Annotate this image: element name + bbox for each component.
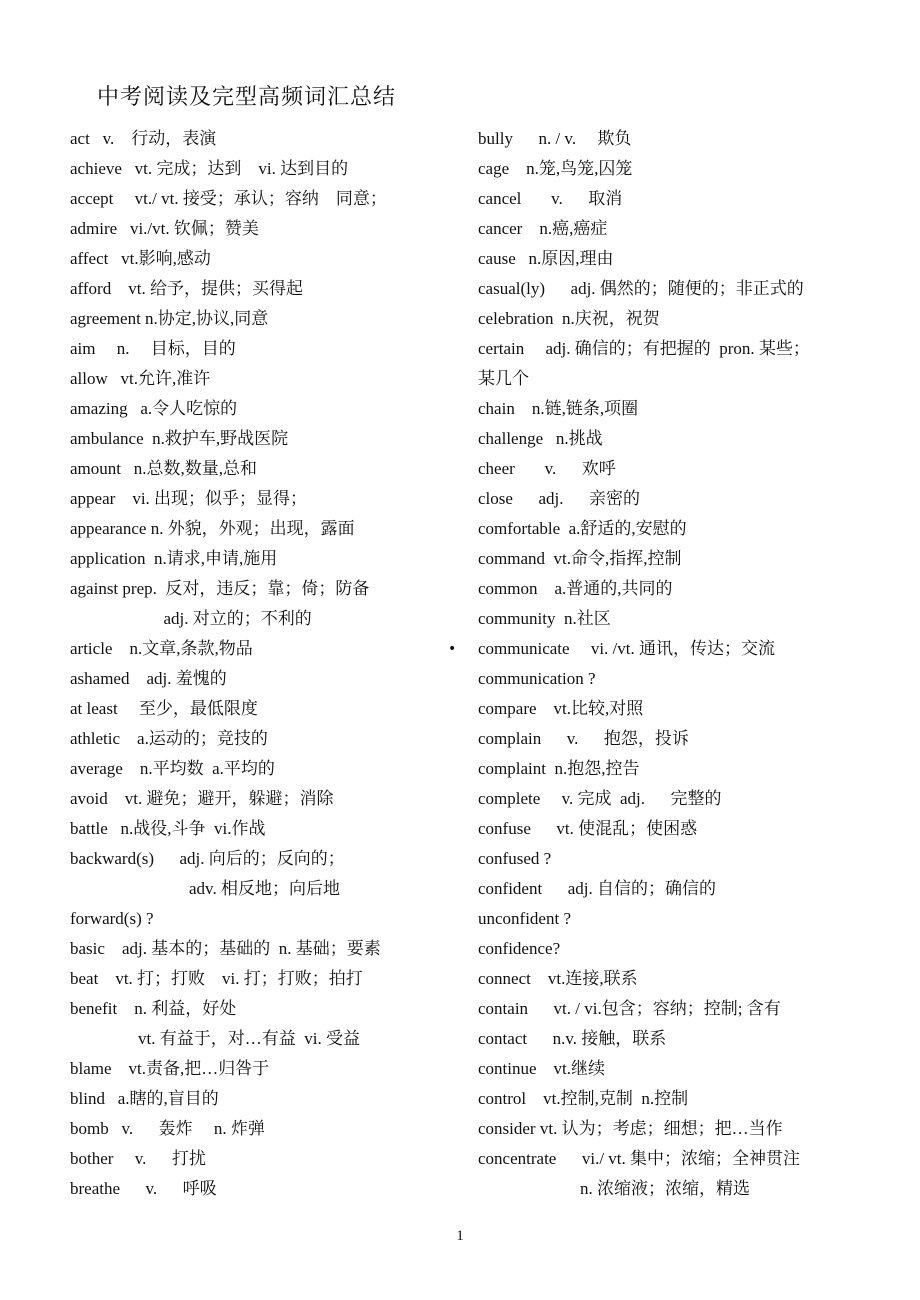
vocab-entry xyxy=(478,814,878,844)
vocab-word: bomb xyxy=(70,1119,109,1138)
vocab-entry xyxy=(70,484,430,514)
vocab-definition: vt.比较,对照 xyxy=(536,699,644,718)
vocab-entry xyxy=(478,244,878,274)
vocab-word: contain xyxy=(478,999,529,1018)
vocab-word: achieve xyxy=(70,159,122,178)
vocab-entry xyxy=(478,574,878,604)
vocab-word: basic xyxy=(70,939,105,958)
vocab-entry xyxy=(478,484,878,514)
vocab-word: cancer xyxy=(478,219,523,238)
vocab-entry xyxy=(478,694,878,724)
vocab-entry xyxy=(478,454,878,484)
vocab-entry xyxy=(478,604,878,634)
vocab-entry xyxy=(448,634,878,664)
vocab-entry xyxy=(70,634,430,664)
vocab-entry xyxy=(70,1024,430,1054)
vocab-word: confused ? xyxy=(478,849,552,868)
vocab-definition: n. 外貌，外观；出现，露面 xyxy=(146,519,355,538)
vocab-word: accept xyxy=(70,189,114,208)
vocab-definition: n.平均数 a.平均的 xyxy=(122,759,275,778)
vocab-definition: vi./ vt. 集中；浓缩；全神贯注 xyxy=(556,1149,801,1168)
vocab-entry xyxy=(478,664,878,694)
page-title: 中考阅读及完型高频词汇总结 xyxy=(97,85,397,110)
vocab-definition: adv. 相反地；向后地 xyxy=(70,879,340,898)
vocab-word: blind xyxy=(70,1089,105,1108)
vocab-entry xyxy=(478,184,878,214)
vocab-word: avoid xyxy=(70,789,108,808)
vocab-entry xyxy=(478,424,878,454)
vocab-word: cause xyxy=(478,249,516,268)
vocab-definition: n.请求,申请,施用 xyxy=(145,549,278,568)
vocab-definition: vt. 认为；考虑；细想；把…当作 xyxy=(535,1119,783,1138)
vocab-entry xyxy=(478,1084,878,1114)
vocab-definition: n.战役,斗争 vi.作战 xyxy=(107,819,266,838)
vocab-entry xyxy=(70,304,430,334)
vocab-definition: adj. 亲密的 xyxy=(512,489,640,508)
vocab-definition: adj. 羞愧的 xyxy=(129,669,227,688)
vocab-word: application xyxy=(70,549,146,568)
vocab-word: amazing xyxy=(70,399,128,418)
vocab-entry xyxy=(70,784,430,814)
vocab-word: agreement xyxy=(70,309,141,328)
vocab-word: bother xyxy=(70,1149,114,1168)
vocab-definition: vt.允许,准许 xyxy=(107,369,211,388)
vocab-word: communication ? xyxy=(478,669,596,688)
vocab-definition: adj. 确信的；有把握的 pron. 某些； xyxy=(524,339,810,358)
vocab-word: aim xyxy=(70,339,96,358)
vocab-entry xyxy=(70,274,430,304)
vocab-definition: a.瞎的,盲目的 xyxy=(104,1089,219,1108)
vocab-definition: 至少，最低限度 xyxy=(117,699,258,718)
vocab-entry xyxy=(478,1174,878,1204)
vocab-entry xyxy=(70,364,430,394)
vocab-word: challenge xyxy=(478,429,544,448)
vocab-word: article xyxy=(70,639,113,658)
vocab-entry xyxy=(478,274,878,304)
vocab-definition: n.总数,数量,总和 xyxy=(121,459,257,478)
vocab-definition: v. 抱怨，投诉 xyxy=(541,729,689,748)
vocab-entry xyxy=(70,1054,430,1084)
vocab-word: athletic xyxy=(70,729,121,748)
vocab-definition: vt./ vt. 接受；承认；容纳 同意； xyxy=(113,189,387,208)
vocab-word: confident xyxy=(478,879,543,898)
vocab-definition: a.普通的,共同的 xyxy=(537,579,673,598)
vocab-word: command xyxy=(478,549,546,568)
page-number: 1 xyxy=(456,1228,464,1244)
vocab-definition: n.原因,理由 xyxy=(515,249,614,268)
vocab-definition: n.协定,协议,同意 xyxy=(140,309,269,328)
vocab-word: cheer xyxy=(478,459,515,478)
vocab-entry xyxy=(478,214,878,244)
vocab-word: complete xyxy=(478,789,541,808)
vocab-entry xyxy=(478,304,878,334)
vocab-entry xyxy=(70,604,430,634)
vocab-word: backward(s) xyxy=(70,849,155,868)
vocab-word: appear xyxy=(70,489,116,508)
vocab-entry xyxy=(70,514,430,544)
vocab-entry xyxy=(70,694,430,724)
vocab-word: complain xyxy=(478,729,542,748)
vocab-word: chain xyxy=(478,399,515,418)
vocab-definition: n.救护车,野战医院 xyxy=(143,429,289,448)
vocab-word: community xyxy=(478,609,556,628)
vocab-entry xyxy=(70,664,430,694)
right-column xyxy=(448,124,878,1204)
vocab-definition: n.社区 xyxy=(555,609,611,628)
vocab-entry xyxy=(478,724,878,754)
vocab-entry xyxy=(478,514,878,544)
vocab-word: breathe xyxy=(70,1179,121,1198)
vocab-entry xyxy=(70,754,430,784)
vocab-entry xyxy=(70,424,430,454)
vocab-entry xyxy=(478,1144,878,1174)
vocab-entry xyxy=(70,904,430,934)
vocab-entry xyxy=(70,964,430,994)
vocab-word: connect xyxy=(478,969,531,988)
vocab-definition: vt.连接,联系 xyxy=(530,969,638,988)
vocab-entry xyxy=(478,364,878,394)
vocab-word: beat xyxy=(70,969,99,988)
vocab-entry xyxy=(70,454,430,484)
vocab-entry xyxy=(70,814,430,844)
vocab-entry xyxy=(478,934,878,964)
vocab-entry xyxy=(70,154,430,184)
vocab-entry xyxy=(478,544,878,574)
left-column xyxy=(70,124,430,1204)
vocab-definition: adj. 自信的；确信的 xyxy=(542,879,716,898)
vocab-word: cage xyxy=(478,159,510,178)
vocab-word: at least xyxy=(70,699,118,718)
vocab-word: unconfident ? xyxy=(478,909,571,928)
vocab-word: celebration xyxy=(478,309,554,328)
vocab-word: admire xyxy=(70,219,118,238)
vocab-entry xyxy=(70,214,430,244)
vocab-definition: n.抱怨,控告 xyxy=(545,759,640,778)
vocab-entry xyxy=(478,154,878,184)
vocab-entry xyxy=(478,1114,878,1144)
vocab-definition: n.笼,鸟笼,囚笼 xyxy=(509,159,633,178)
vocab-definition: v. 呼吸 xyxy=(120,1179,217,1198)
vocab-definition: v. 打扰 xyxy=(113,1149,206,1168)
vocab-entry xyxy=(478,394,878,424)
vocab-word: control xyxy=(478,1089,527,1108)
vocab-entry xyxy=(70,334,430,364)
vocab-word: concentrate xyxy=(478,1149,557,1168)
vocab-definition: vt. 完成；达到 vi. 达到目的 xyxy=(121,159,349,178)
vocab-word: communicate xyxy=(478,639,570,658)
vocab-definition: n. 浓缩液；浓缩，精选 xyxy=(478,1179,750,1198)
vocab-word: allow xyxy=(70,369,108,388)
vocab-definition: vt. / vi.包含；容纳；控制; 含有 xyxy=(528,999,781,1018)
vocab-definition: vt.影响,感动 xyxy=(108,249,211,268)
vocab-entry xyxy=(478,1054,878,1084)
vocab-word: afford xyxy=(70,279,112,298)
vocab-definition: n.癌,癌症 xyxy=(522,219,608,238)
vocab-definition: vi. 出现；似乎；显得； xyxy=(115,489,308,508)
vocab-entry xyxy=(70,124,430,154)
vocab-definition: n.庆祝，祝贺 xyxy=(553,309,660,328)
vocab-definition: vt.控制,克制 n.控制 xyxy=(526,1089,689,1108)
vocab-word: act xyxy=(70,129,90,148)
vocab-word: casual(ly) xyxy=(478,279,546,298)
vocab-word: battle xyxy=(70,819,108,838)
vocab-entry xyxy=(478,1024,878,1054)
vocab-definition: vt. 使混乱；使困惑 xyxy=(530,819,698,838)
vocab-definition: vi./vt. 钦佩；赞美 xyxy=(117,219,259,238)
vocab-definition: vt. 打；打败 vi. 打；打败；拍打 xyxy=(98,969,363,988)
vocab-entry xyxy=(70,724,430,754)
vocab-word: close xyxy=(478,489,513,508)
vocab-word: amount xyxy=(70,459,121,478)
vocab-definition: vt. 避免；避开，躲避；消除 xyxy=(107,789,334,808)
list-bullet: • xyxy=(448,641,457,657)
vocab-entry xyxy=(478,334,878,364)
vocab-definition: a.舒适的,安慰的 xyxy=(560,519,687,538)
vocab-entry xyxy=(478,874,878,904)
vocab-word: confidence? xyxy=(478,939,561,958)
vocab-word: blame xyxy=(70,1059,112,1078)
vocab-word: forward(s) ? xyxy=(70,909,154,928)
vocab-word: continue xyxy=(478,1059,537,1078)
vocab-entry xyxy=(70,544,430,574)
vocab-entry xyxy=(70,934,430,964)
vocab-definition: n. 利益，好处 xyxy=(117,999,237,1018)
vocab-definition: adj. 偶然的；随便的；非正式的 xyxy=(545,279,804,298)
vocab-definition: vt.责备,把…归咎于 xyxy=(111,1059,270,1078)
vocab-entry xyxy=(478,994,878,1024)
vocab-definition: v. 完成 adj. 完整的 xyxy=(540,789,722,808)
vocab-definition: vt.继续 xyxy=(536,1059,606,1078)
vocab-definition: vt.命令,指挥,控制 xyxy=(545,549,682,568)
vocab-word: appearance xyxy=(70,519,147,538)
vocab-definition: n.文章,条款,物品 xyxy=(112,639,253,658)
vocab-entry xyxy=(478,964,878,994)
vocab-definition: n.链,链条,项圈 xyxy=(514,399,639,418)
vocab-definition: n.v. 接触，联系 xyxy=(527,1029,667,1048)
vocab-definition: vi. /vt. 通讯，传达；交流 xyxy=(569,639,775,658)
vocab-word: ambulance xyxy=(70,429,144,448)
vocab-word: bully xyxy=(478,129,513,148)
vocab-word: certain xyxy=(478,339,525,358)
vocab-entry xyxy=(70,574,430,604)
vocab-entry xyxy=(478,904,878,934)
vocab-word: cancel xyxy=(478,189,522,208)
vocab-word: ashamed xyxy=(70,669,130,688)
vocab-definition: a.运动的；竞技的 xyxy=(120,729,268,748)
vocab-entry xyxy=(70,994,430,1024)
vocab-definition: v. 欢呼 xyxy=(514,459,616,478)
vocab-word: consider xyxy=(478,1119,536,1138)
vocab-definition: v. 轰炸 n. 炸弹 xyxy=(108,1119,265,1138)
vocab-definition: adj. 向后的；反向的； xyxy=(154,849,345,868)
vocab-word: average xyxy=(70,759,123,778)
vocab-entry xyxy=(70,1114,430,1144)
vocab-word: against prep. xyxy=(70,579,157,598)
vocab-entry xyxy=(70,1084,430,1114)
vocab-word: comfortable xyxy=(478,519,561,538)
vocab-definition: adj. 基本的；基础的 n. 基础；要素 xyxy=(104,939,381,958)
vocab-entry xyxy=(478,784,878,814)
vocab-word: confuse xyxy=(478,819,531,838)
vocab-definition: v. 取消 xyxy=(521,189,623,208)
vocab-word: complaint xyxy=(478,759,546,778)
vocab-definition: vt. 有益于，对…有益 vi. 受益 xyxy=(70,1029,360,1048)
vocab-definition: vt. 给予，提供；买得起 xyxy=(111,279,303,298)
vocab-entry xyxy=(70,844,430,874)
vocab-entry xyxy=(70,1174,430,1204)
vocab-definition: v. 行动，表演 xyxy=(89,129,217,148)
vocab-word: 某几个 xyxy=(478,369,529,388)
vocab-entry xyxy=(478,844,878,874)
vocab-entry xyxy=(70,244,430,274)
vocab-entry xyxy=(70,1144,430,1174)
vocab-word: affect xyxy=(70,249,109,268)
vocab-entry xyxy=(478,754,878,784)
vocab-entry xyxy=(70,184,430,214)
vocab-word: common xyxy=(478,579,538,598)
vocab-definition: n. 目标，目的 xyxy=(95,339,236,358)
vocab-definition: n.挑战 xyxy=(543,429,603,448)
vocab-definition: n. / v. 欺负 xyxy=(512,129,632,148)
vocab-definition: adj. 对立的；不利的 xyxy=(70,609,312,628)
vocab-definition: 反对，违反；靠；倚；防备 xyxy=(156,579,370,598)
vocab-entry xyxy=(478,124,878,154)
vocab-word: compare xyxy=(478,699,537,718)
vocab-entry xyxy=(70,874,430,904)
vocab-word: contact xyxy=(478,1029,528,1048)
vocab-entry xyxy=(70,394,430,424)
vocab-word: benefit xyxy=(70,999,118,1018)
vocab-definition: a.令人吃惊的 xyxy=(127,399,238,418)
